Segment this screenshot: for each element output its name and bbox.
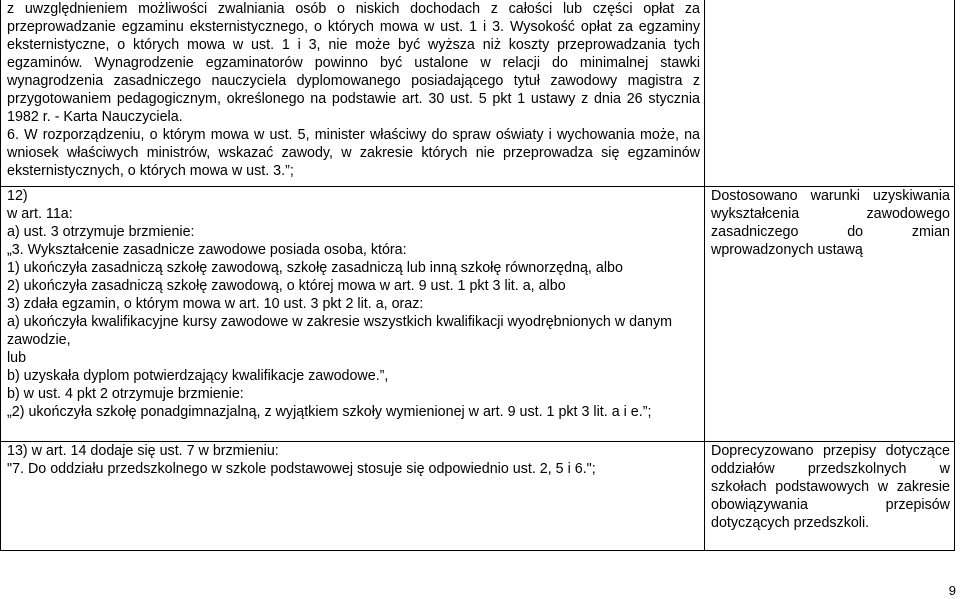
amendment-text-cell <box>1 442 705 551</box>
paragraph: "7. Do oddziału przedszkolnego w szkole podstawowej stosuje się odpowiednio ust. 2, 5 i 6."; <box>7 461 596 477</box>
paragraph: 12) <box>7 188 28 204</box>
justification-cell <box>705 187 955 442</box>
paragraph: a) ukończyła kwalifikacyjne kursy zawodowe w zakresie wszystkich kwalifikacji wyodrębnionych w danym zawodzie, <box>7 314 673 348</box>
paragraph: „3. Wykształcenie zasadnicze zawodowe posiada osoba, która: <box>7 242 407 258</box>
paragraph: 2) ukończyła zasadniczą szkołę zawodową, o której mowa w art. 9 ust. 1 pkt 3 lit. a, albo <box>7 278 566 294</box>
table-row <box>1 442 955 551</box>
paragraph: z uwzględnieniem możliwości zwalniania osób o niskich dochodach z całości lub części opłat za przeprowadzanie egzaminu eksternistycznego, o których mowa w ust. 1 i 3. Wysokość opłat za egzaminy eksternistyczne, o których mowa w ust. 1 i 3, nie może być wyższa niż koszty przeprowadzania tych egzaminów. Wynagrodzenie egzaminatorów powinno być ustalone w relacji do minimalnej stawki wynagrodzenia zasadniczego nauczyciela dyplomowanego posiadającego tytuł zawodowy magistra z przygotowaniem pedagogicznym, określonego na podstawie art. 30 ust. 5 pkt 1 ustawy z dnia 26 stycznia 1982 r. - Karta Nauczyciela. <box>7 1 700 125</box>
table-row <box>1 187 955 442</box>
table-row <box>1 0 955 187</box>
paragraph: „2) ukończyła szkołę ponadgimnazjalną, z wyjątkiem szkoły wymienionej w art. 9 ust. 1 pkt 3 lit. a i e.”; <box>7 404 652 420</box>
paragraph: 3) zdała egzamin, o którym mowa w art. 10 ust. 3 pkt 2 lit. a, oraz: <box>7 296 424 312</box>
paragraph: 13) w art. 14 dodaje się ust. 7 w brzmieniu: <box>7 443 279 459</box>
justification-text: Dostosowano warunki uzyskiwania wykształcenia zawodowego zasadniczego do zmian wprowadzonych ustawą <box>711 188 950 258</box>
paragraph: w art. 11a: <box>7 206 73 222</box>
justification-text: Doprecyzowano przepisy dotyczące oddziałów przedszkolnych w szkołach podstawowych w zakresie obowiązywania przepisów dotyczących przedszkoli. <box>711 443 950 531</box>
justification-cell <box>705 0 955 187</box>
justification-cell <box>705 442 955 551</box>
page-number: 9 <box>948 583 956 598</box>
paragraph: 6. W rozporządzeniu, o którym mowa w ust. 5, minister właściwy do spraw oświaty i wychowania może, na wniosek właściwych ministrów, wskazać zawody, w zakresie których nie przeprowadza się egzaminów eksternistycznych, o których mowa w ust. 3.”; <box>7 127 700 179</box>
paragraph: b) uzyskała dyplom potwierdzający kwalifikacje zawodowe.”, <box>7 368 389 384</box>
amendment-text-cell <box>1 187 705 442</box>
paragraph: a) ust. 3 otrzymuje brzmienie: <box>7 224 195 240</box>
paragraph: lub <box>7 350 27 366</box>
paragraph: b) w ust. 4 pkt 2 otrzymuje brzmienie: <box>7 386 244 402</box>
paragraph: 1) ukończyła zasadniczą szkołę zawodową, szkołę zasadniczą lub inną szkołę równorzędną, albo <box>7 260 623 276</box>
amendment-text-cell <box>1 0 705 187</box>
